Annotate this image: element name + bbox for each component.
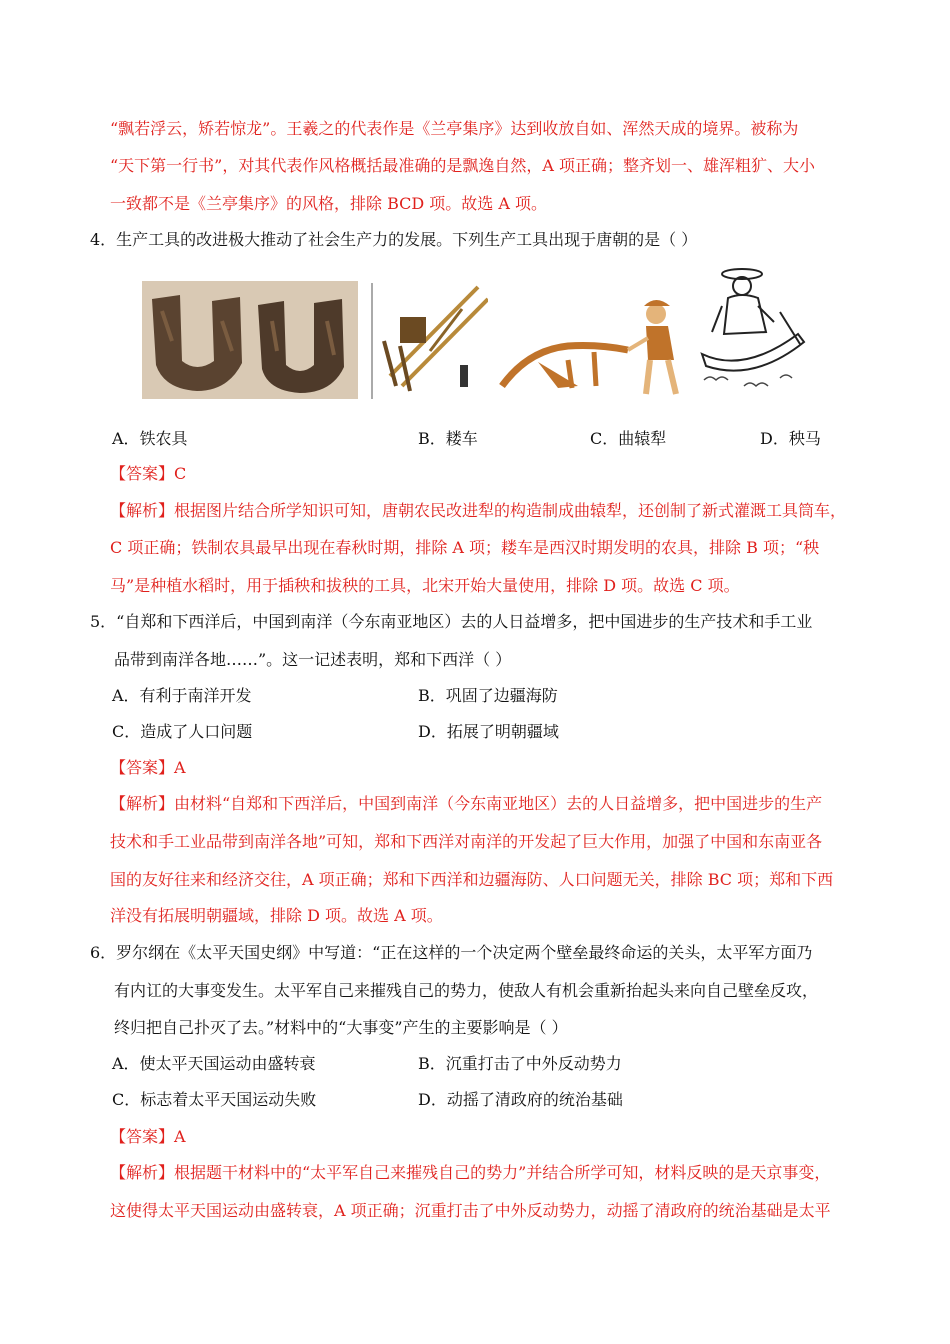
- q5-analysis-line-2: 技术和手工业品带到南洋各地”可知，郑和下西洋对南洋的开发起了巨大作用，加强了中国和东南亚各: [110, 832, 823, 851]
- q5-analysis-line-3: 国的友好往来和经济交往，A 项正确；郑和下西洋和边疆海防、人口问题无关，排除 BC 项；郑和下西: [110, 870, 834, 889]
- q6-answer: 【答案】A: [110, 1127, 186, 1146]
- q4-option-b[interactable]: B．耧车: [418, 429, 478, 448]
- q4-option-c[interactable]: C．曲辕犁: [590, 429, 667, 448]
- curved-plow-icon: [498, 290, 688, 396]
- q5-option-a[interactable]: A．有利于南洋开发: [112, 686, 252, 705]
- q6-stem-line-1: 6．罗尔纲在《太平天国史纲》中写道：“正在这样的一个决定两个壁垒最终命运的关头，太平军方面乃: [90, 943, 813, 962]
- q5-option-c[interactable]: C．造成了人口问题: [112, 722, 253, 741]
- q4-analysis-line-2: C 项正确；铁制农具最早出现在春秋时期，排除 A 项；耧车是西汉时期发明的农具，排除 B 项；“秧: [110, 538, 820, 557]
- q5-analysis-line-1: 【解析】由材料“自郑和下西洋后，中国到南洋（今东南亚地区）去的人日益增多，把中国进步的生产: [110, 794, 823, 813]
- q3-analysis-line-3: 一致都不是《兰亭集序》的风格，排除 BCD 项。故选 A 项。: [110, 194, 548, 213]
- q4-answer: 【答案】C: [110, 464, 187, 483]
- q6-analysis-line-2: 这使得太平天国运动由盛转衰，A 项正确；沉重打击了中外反动势力，动摇了清政府的统治基础是太平: [110, 1201, 831, 1220]
- q6-option-a[interactable]: A．使太平天国运动由盛转衰: [112, 1054, 316, 1073]
- q4-analysis-line-1: 【解析】根据图片结合所学知识可知，唐朝农民改进犁的构造制成曲辕犁，还创制了新式灌溉工具筒车，: [110, 501, 847, 520]
- q6-analysis-line-1: 【解析】根据题干材料中的“太平军自己来摧残自己的势力”并结合所学可知，材料反映的是天京事变，: [110, 1163, 831, 1182]
- q6-option-b[interactable]: B．沉重打击了中外反动势力: [418, 1054, 622, 1073]
- q5-analysis-line-4: 洋没有拓展明朝疆域，排除 D 项。故选 A 项。: [110, 906, 443, 925]
- q5-stem-line-2: 品带到南洋各地……”。这一记述表明，郑和下西洋（ ）: [114, 650, 512, 669]
- q5-answer: 【答案】A: [110, 758, 186, 777]
- q4-stem: 4．生产工具的改进极大推动了社会生产力的发展。下列生产工具出现于唐朝的是（ ）: [90, 230, 698, 249]
- q4-analysis-line-3: 马”是种植水稻时，用于插秧和拔秧的工具，北宋开始大量使用，排除 D 项。故选 C 项。: [110, 576, 740, 595]
- q4-option-a[interactable]: A．铁农具: [112, 429, 188, 448]
- q4-option-d[interactable]: D．秧马: [760, 429, 821, 448]
- q6-option-c[interactable]: C．标志着太平天国运动失败: [112, 1090, 317, 1109]
- q5-stem-line-1: 5．“自郑和下西洋后，中国到南洋（今东南亚地区）去的人日益增多，把中国进步的生产技术和手工业: [90, 612, 813, 631]
- q6-stem-line-3: 终归把自己扑灭了去。”材料中的“大事变”产生的主要影响是（ ）: [114, 1018, 568, 1037]
- q6-option-d[interactable]: D．动摇了清政府的统治基础: [418, 1090, 623, 1109]
- q3-analysis-line-2: “天下第一行书”，对其代表作风格概括最准确的是飘逸自然，A 项正确；整齐划一、雄浑粗犷、大小: [110, 156, 816, 175]
- q5-option-d[interactable]: D．拓展了明朝疆域: [418, 722, 559, 741]
- q3-analysis-line-1: “飘若浮云，矫若惊龙”。王羲之的代表作是《兰亭集序》达到收放自如、浑然天成的境界。被称为: [110, 119, 799, 138]
- seedling-horse-icon: [694, 262, 809, 396]
- seed-drill-icon: [370, 281, 488, 399]
- iron-tools-icon: [142, 281, 358, 399]
- q6-stem-line-2: 有内讧的大事变发生。太平军自己来摧残自己的势力，使敌人有机会重新抬起头来向自己壁垒反攻，: [114, 981, 819, 1000]
- q5-option-b[interactable]: B．巩固了边疆海防: [418, 686, 558, 705]
